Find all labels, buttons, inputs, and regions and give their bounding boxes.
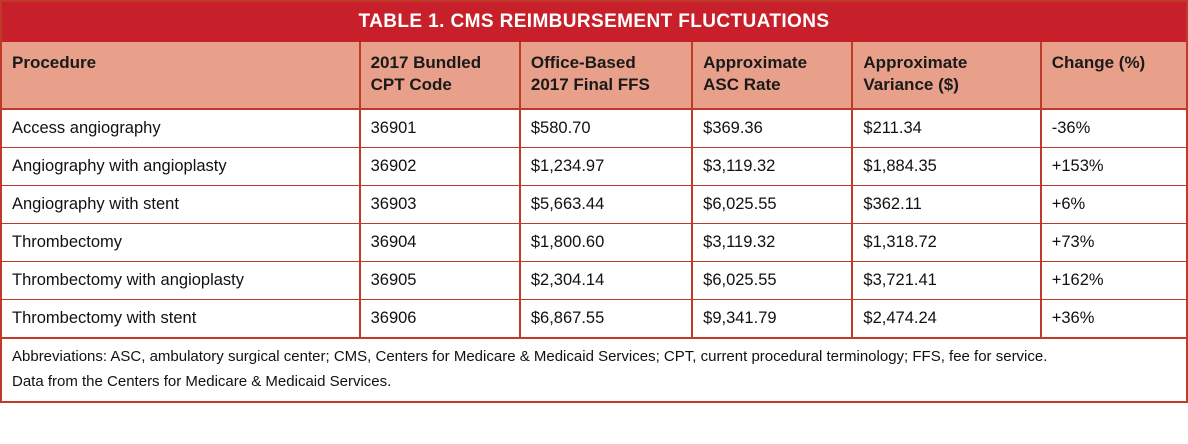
cell-asc: $6,025.55 xyxy=(692,185,852,223)
cell-procedure: Angiography with stent xyxy=(1,185,360,223)
column-header-change xyxy=(1041,42,1187,109)
table-title: TABLE 1. CMS REIMBURSEMENT FLUCTUATIONS xyxy=(1,1,1187,42)
column-header-cpt-line2: CPT Code xyxy=(370,74,452,94)
cell-variance: $1,318.72 xyxy=(852,223,1040,261)
cell-change: -36% xyxy=(1041,109,1187,148)
column-header-procedure xyxy=(1,42,360,109)
cell-ffs: $2,304.14 xyxy=(520,261,692,299)
column-header-ffs-line2: 2017 Final FFS xyxy=(530,74,650,94)
column-header-variance-line2: Variance ($) xyxy=(863,74,959,94)
table-row xyxy=(1,299,1187,338)
cell-cpt: 36905 xyxy=(360,261,520,299)
cell-cpt: 36901 xyxy=(360,109,520,148)
footnote-abbreviations: Abbreviations: ASC, ambulatory surgical center; CMS, Centers for Medicare & Medicaid Services; CPT, current procedural terminology; FFS, fee for service. xyxy=(1,338,1187,370)
table-title-row xyxy=(1,1,1187,42)
cell-change: +73% xyxy=(1041,223,1187,261)
cell-asc: $369.36 xyxy=(692,109,852,148)
cell-asc: $9,341.79 xyxy=(692,299,852,338)
cell-variance: $1,884.35 xyxy=(852,147,1040,185)
column-header-variance-line1: Approximate xyxy=(863,53,968,72)
table-row xyxy=(1,261,1187,299)
cell-ffs: $580.70 xyxy=(520,109,692,148)
table-row xyxy=(1,223,1187,261)
cell-change: +6% xyxy=(1041,185,1187,223)
column-header-change-line1: Change (%) xyxy=(1051,53,1146,72)
table-row xyxy=(1,185,1187,223)
cell-asc: $3,119.32 xyxy=(692,223,852,261)
cell-procedure: Thrombectomy xyxy=(1,223,360,261)
cell-cpt: 36906 xyxy=(360,299,520,338)
cell-ffs: $5,663.44 xyxy=(520,185,692,223)
column-header-asc-line2: ASC Rate xyxy=(703,74,781,94)
cell-asc: $6,025.55 xyxy=(692,261,852,299)
column-header-asc xyxy=(692,42,852,109)
footnote-source: Data from the Centers for Medicare & Medicaid Services. xyxy=(1,369,1187,402)
cell-change: +162% xyxy=(1041,261,1187,299)
table-row xyxy=(1,109,1187,148)
cell-procedure: Thrombectomy with stent xyxy=(1,299,360,338)
column-header-ffs-line1: Office-Based xyxy=(530,53,636,72)
column-header-ffs xyxy=(520,42,692,109)
table-footnote-row xyxy=(1,338,1187,370)
cell-variance: $211.34 xyxy=(852,109,1040,148)
cell-asc: $3,119.32 xyxy=(692,147,852,185)
column-header-asc-line1: Approximate xyxy=(703,53,808,72)
cell-variance: $362.11 xyxy=(852,185,1040,223)
cell-procedure: Angiography with angioplasty xyxy=(1,147,360,185)
cell-variance: $3,721.41 xyxy=(852,261,1040,299)
cell-change: +153% xyxy=(1041,147,1187,185)
table-header-row xyxy=(1,42,1187,109)
cell-change: +36% xyxy=(1041,299,1187,338)
table-row xyxy=(1,147,1187,185)
cell-procedure: Thrombectomy with angioplasty xyxy=(1,261,360,299)
cell-cpt: 36904 xyxy=(360,223,520,261)
cell-ffs: $1,800.60 xyxy=(520,223,692,261)
cell-procedure: Access angiography xyxy=(1,109,360,148)
column-header-cpt-line1: 2017 Bundled xyxy=(370,53,482,72)
cell-variance: $2,474.24 xyxy=(852,299,1040,338)
column-header-cpt xyxy=(360,42,520,109)
cell-cpt: 36902 xyxy=(360,147,520,185)
cell-ffs: $6,867.55 xyxy=(520,299,692,338)
cell-ffs: $1,234.97 xyxy=(520,147,692,185)
column-header-variance xyxy=(852,42,1040,109)
column-header-procedure-line1: Procedure xyxy=(12,53,97,72)
cell-cpt: 36903 xyxy=(360,185,520,223)
table-footnote-row xyxy=(1,369,1187,402)
